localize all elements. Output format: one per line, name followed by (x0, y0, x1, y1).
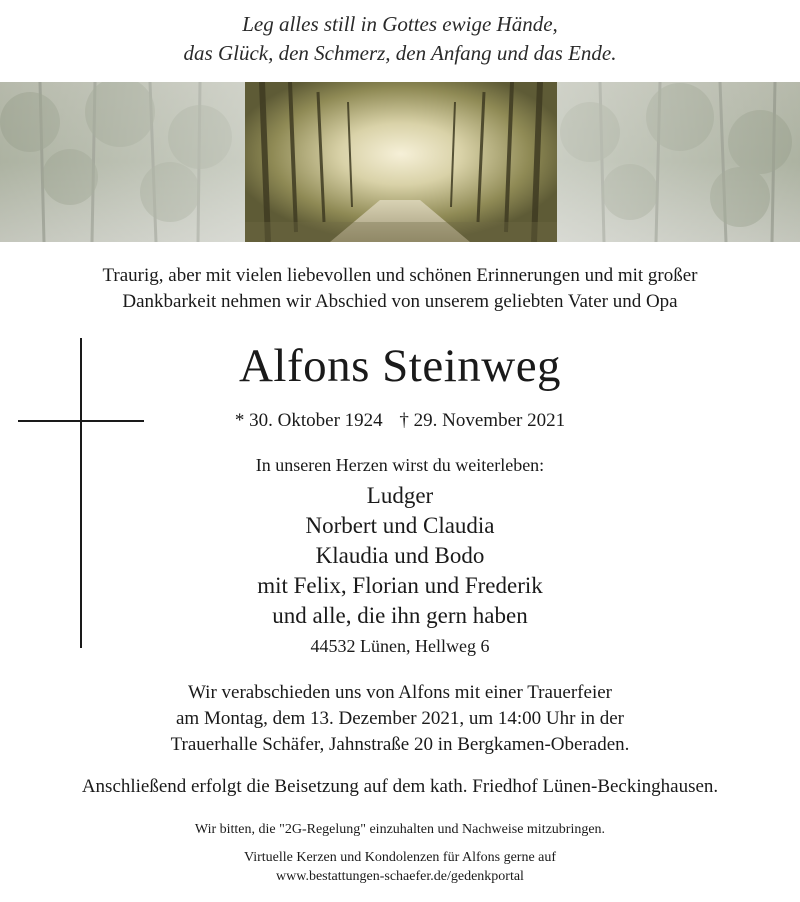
birth-date: * 30. Oktober 1924 (234, 410, 383, 431)
quote-line-1: Leg alles still in Gottes ewige Hände, (242, 12, 558, 36)
family-member: mit Felix, Florian und Frederik (257, 573, 543, 598)
family-list (0, 481, 800, 631)
family-member: und alle, die ihn gern haben (272, 603, 528, 628)
memorial-portal-link[interactable]: www.bestattungen-schaefer.de/gedenkportal (276, 869, 524, 884)
virtual-condolences (0, 848, 800, 886)
ceremony-line-3: Trauerhalle Schäfer, Jahnstraße 20 in Bergkamen-Oberaden. (170, 734, 630, 755)
quote-line-2: das Glück, den Schmerz, den Anfang und das Ende. (183, 41, 617, 65)
intro-line-2: Dankbarkeit nehmen wir Abschied von unserem geliebten Vater und Opa (122, 291, 678, 312)
intro-text (0, 263, 800, 315)
ceremony-line-2: am Montag, dem 13. Dezember 2021, um 14:00 Uhr in der (176, 708, 624, 729)
family-member: Ludger (366, 483, 434, 508)
ceremony-line-1: Wir verabschieden uns von Alfons mit einer Trauerfeier (188, 682, 612, 703)
virtual-line-1: Virtuelle Kerzen und Kondolenzen für Alfons gerne auf (243, 850, 557, 865)
family-member: Norbert und Claudia (305, 513, 495, 538)
intro-line-1: Traurig, aber mit vielen liebevollen und schönen Erinnerungen und mit großer (102, 265, 698, 286)
death-date: † 29. November 2021 (399, 410, 566, 431)
burial-text: Anschließend erfolgt die Beisetzung auf dem kath. Friedhof Lünen-Beckinghausen. (81, 776, 719, 797)
2g-note: Wir bitten, die "2G-Regelung" einzuhalten und Nachweise mitzubringen. (194, 822, 606, 837)
address: 44532 Lünen, Hellweg 6 (310, 636, 490, 656)
family-member: Klaudia und Bodo (315, 543, 485, 568)
forest-banner-image (0, 82, 800, 242)
ceremony-text (0, 680, 800, 758)
life-dates (0, 408, 800, 434)
hearts-line: In unseren Herzen wirst du weiterleben: (255, 455, 545, 475)
quote (0, 10, 800, 68)
deceased-name: Alfons Steinweg (238, 340, 562, 392)
